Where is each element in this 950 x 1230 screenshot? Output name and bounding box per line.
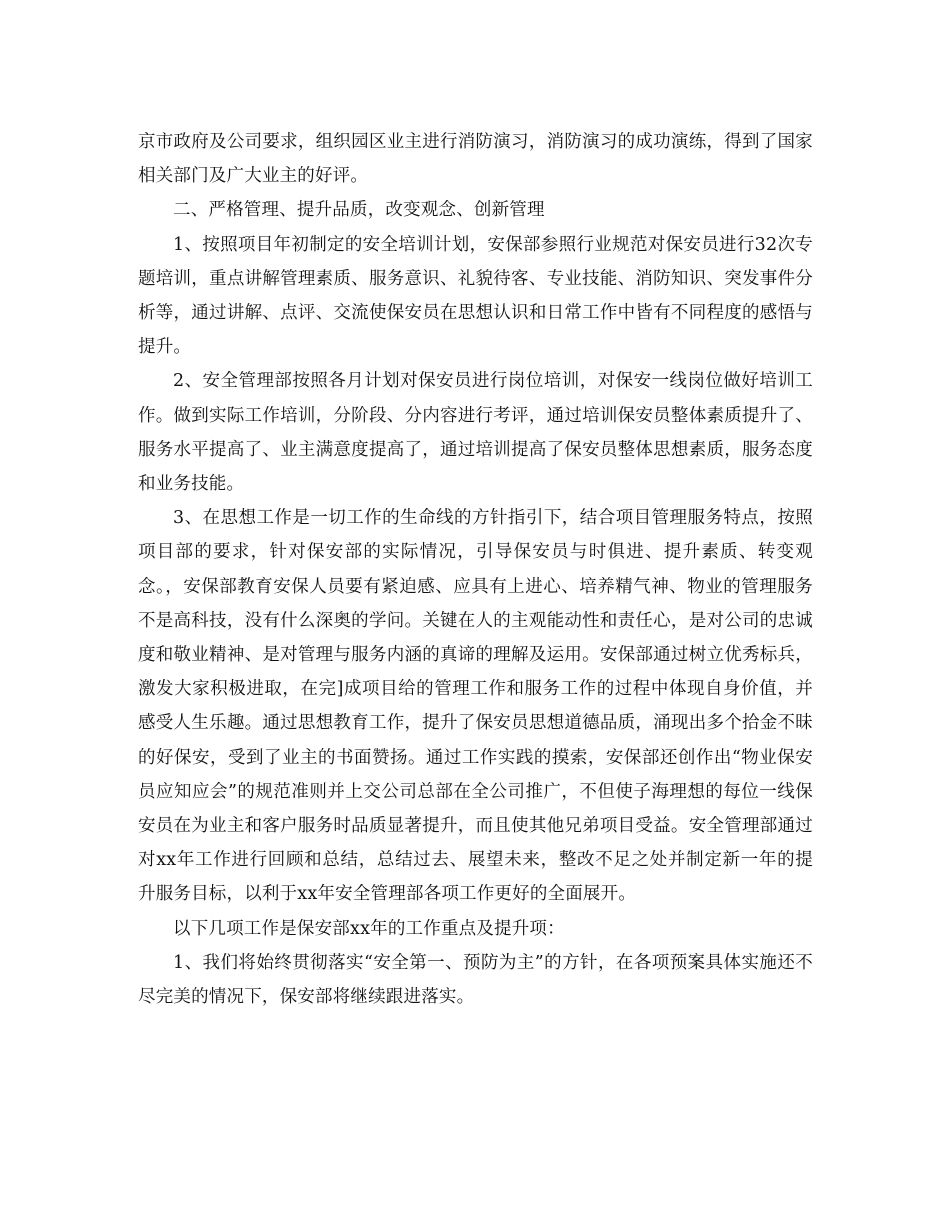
paragraph-plan-item-1: 1、我们将始终贯彻落实“安全第一、预防为主”的方针，在各项预案具体实施还不尽完美的情况下，保安部将继续跟进落实。 (138, 952, 813, 1008)
paragraph-item-3: 3、在思想工作是一切工作的生命线的方针指引下，结合项目管理服务特点，按照项目部的要求，针对保安部的实际情况，引导保安员与时俱进、提升素质、转变观念。，安保部教育安保人员要有紧迫感、应具有上进心、培养精气神、物业的管理服务不是高科技，没有什么深奥的学问。关键在人的主观能动性和责任心，是对公司的忠诚度和敬业精神、是对管理与服务内涵的真谛的理解及运用。安保部通过树立优秀标兵，激发大家积极进取，在完]成项目给的管理工作和服务工作的过程中体现自身价值，并感受人生乐趣。通过思想教育工作，提升了保安员思想道德品质，涌现出多个拾金不昧的好保安，受到了业主的书面赞扬。通过工作实践的摸索，安保部还创作出“物业保安员应知应会”的规范准则并上交公司总部在全公司推广，不但使子海理想的每位一线保安员在为业主和客户服务时品质显著提升，而且使其他兄弟项目受益。安全管理部通过对xx年工作进行回顾和总结，总结过去、展望未来，整改不足之处并制定新一年的提升服务目标，以利于xx年安全管理部各项工作更好的全面展开。 (138, 508, 813, 905)
section-heading-2: 二、严格管理、提升品质，改变观念、创新管理 (173, 200, 545, 221)
paragraph-summary-intro: 以下几项工作是保安部xx年的工作重点及提升项： (173, 918, 565, 939)
paragraph-item-2: 2、安全管理部按照各月计划对保安员进行岗位培训，对保安一线岗位做好培训工作。做到实际工作培训，分阶段、分内容进行考评，通过培训保安员整体素质提升了、服务水平提高了、业主满意度提高了，通过培训提高了保安员整体思想素质，服务态度和业务技能。 (138, 371, 813, 495)
paragraph-item-1: 1、按照项目年初制定的安全培训计划，安保部参照行业规范对保安员进行32次专题培训，重点讲解管理素质、服务意识、礼貌待客、专业技能、消防知识、突发事件分析等，通过讲解、点评、交流使保安员在思想认识和日常工作中皆有不同程度的感悟与提升。 (138, 234, 813, 358)
paragraph-continuation: 京市政府及公司要求，组织园区业主进行消防演习，消防演习的成功演练，得到了国家相关部门及广大业主的好评。 (138, 132, 813, 187)
document-body (138, 125, 813, 1014)
